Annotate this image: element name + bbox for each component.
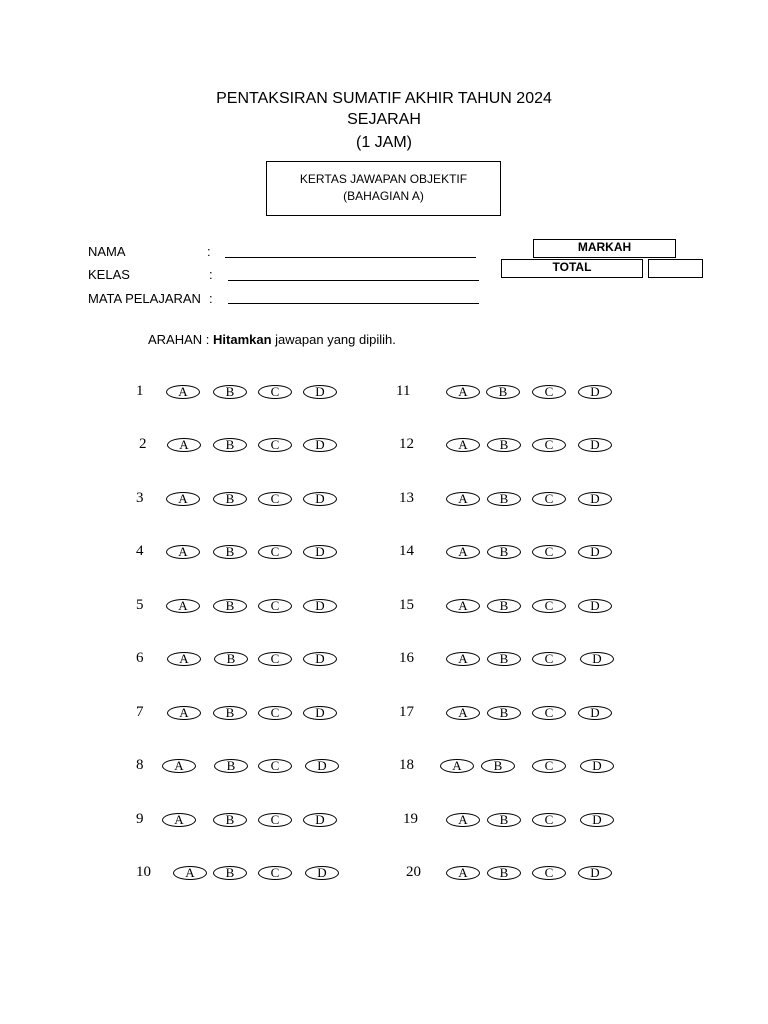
question-number-2: 2 — [139, 436, 147, 452]
q5-option-d[interactable]: D — [303, 599, 337, 613]
question-number-11: 11 — [396, 383, 411, 399]
q14-option-c[interactable]: C — [532, 545, 566, 559]
q2-option-d[interactable]: D — [303, 438, 337, 452]
q18-option-b[interactable]: B — [481, 759, 515, 773]
q3-option-d[interactable]: D — [303, 492, 337, 506]
instructions — [148, 332, 396, 347]
q8-option-c[interactable]: C — [258, 759, 292, 773]
q19-option-b[interactable]: B — [487, 813, 521, 827]
total-label: TOTAL — [501, 259, 643, 278]
question-number-7: 7 — [136, 704, 144, 720]
question-number-16: 16 — [399, 650, 414, 666]
q4-option-b[interactable]: B — [213, 545, 247, 559]
q19-option-a[interactable]: A — [446, 813, 480, 827]
q4-option-c[interactable]: C — [258, 545, 292, 559]
q20-option-d[interactable]: D — [578, 866, 612, 880]
q19-option-c[interactable]: C — [532, 813, 566, 827]
q3-option-a[interactable]: A — [166, 492, 200, 506]
q20-option-c[interactable]: C — [532, 866, 566, 880]
answer-sheet-box — [266, 161, 501, 216]
q12-option-d[interactable]: D — [578, 438, 612, 452]
q1-option-d[interactable]: D — [303, 385, 337, 399]
total-value-box[interactable] — [648, 259, 703, 278]
question-number-6: 6 — [136, 650, 144, 666]
instructions-bold: Hitamkan — [213, 332, 272, 347]
q6-option-b[interactable]: B — [214, 652, 248, 666]
q11-option-c[interactable]: C — [532, 385, 566, 399]
class-label: KELAS — [88, 267, 130, 282]
q9-option-b[interactable]: B — [213, 813, 247, 827]
q12-option-c[interactable]: C — [532, 438, 566, 452]
question-number-20: 20 — [406, 864, 421, 880]
q6-option-a[interactable]: A — [167, 652, 201, 666]
q5-option-a[interactable]: A — [166, 599, 200, 613]
q14-option-a[interactable]: A — [446, 545, 480, 559]
q12-option-b[interactable]: B — [487, 438, 521, 452]
q4-option-d[interactable]: D — [303, 545, 337, 559]
q20-option-b[interactable]: B — [487, 866, 521, 880]
q9-option-c[interactable]: C — [258, 813, 292, 827]
q18-option-d[interactable]: D — [580, 759, 614, 773]
q11-option-d[interactable]: D — [578, 385, 612, 399]
q8-option-d[interactable]: D — [305, 759, 339, 773]
question-number-18: 18 — [399, 757, 414, 773]
subject-label: MATA PELAJARAN — [88, 291, 201, 306]
q1-option-b[interactable]: B — [213, 385, 247, 399]
question-number-4: 4 — [136, 543, 144, 559]
question-number-14: 14 — [399, 543, 414, 559]
q17-option-c[interactable]: C — [532, 706, 566, 720]
q15-option-c[interactable]: C — [532, 599, 566, 613]
q1-option-a[interactable]: A — [166, 385, 200, 399]
q9-option-d[interactable]: D — [303, 813, 337, 827]
q7-option-c[interactable]: C — [258, 706, 292, 720]
question-number-12: 12 — [399, 436, 414, 452]
name-field[interactable] — [225, 257, 476, 258]
q3-option-b[interactable]: B — [213, 492, 247, 506]
subject-field[interactable] — [228, 303, 479, 304]
question-number-5: 5 — [136, 597, 144, 613]
subject-title: SEJARAH — [347, 111, 421, 128]
question-number-9: 9 — [136, 811, 144, 827]
q10-option-c[interactable]: C — [258, 866, 292, 880]
duration-title: (1 JAM) — [356, 134, 412, 151]
name-label: NAMA — [88, 244, 126, 259]
question-number-3: 3 — [136, 490, 144, 506]
q18-option-a[interactable]: A — [440, 759, 474, 773]
subject-colon: : — [209, 291, 213, 306]
q4-option-a[interactable]: A — [166, 545, 200, 559]
name-colon: : — [207, 244, 211, 259]
class-colon: : — [209, 267, 213, 282]
q10-option-a[interactable]: A — [173, 866, 207, 880]
instructions-rest: jawapan yang dipilih. — [271, 332, 396, 347]
q2-option-b[interactable]: B — [213, 438, 247, 452]
q1-option-c[interactable]: C — [258, 385, 292, 399]
question-number-17: 17 — [399, 704, 414, 720]
q13-option-b[interactable]: B — [487, 492, 521, 506]
q6-option-d[interactable]: D — [303, 652, 337, 666]
question-number-8: 8 — [136, 757, 144, 773]
q10-option-d[interactable]: D — [305, 866, 339, 880]
q11-option-a[interactable]: A — [446, 385, 480, 399]
q16-option-b[interactable]: B — [487, 652, 521, 666]
q9-option-a[interactable]: A — [162, 813, 196, 827]
q17-option-d[interactable]: D — [578, 706, 612, 720]
q11-option-b[interactable]: B — [486, 385, 520, 399]
q10-option-b[interactable]: B — [213, 866, 247, 880]
q20-option-a[interactable]: A — [446, 866, 480, 880]
q17-option-b[interactable]: B — [487, 706, 521, 720]
q19-option-d[interactable]: D — [580, 813, 614, 827]
q14-option-d[interactable]: D — [578, 545, 612, 559]
question-number-13: 13 — [399, 490, 414, 506]
q8-option-a[interactable]: A — [162, 759, 196, 773]
q12-option-a[interactable]: A — [446, 438, 480, 452]
q13-option-a[interactable]: A — [446, 492, 480, 506]
q6-option-c[interactable]: C — [258, 652, 292, 666]
q13-option-d[interactable]: D — [578, 492, 612, 506]
q2-option-c[interactable]: C — [258, 438, 292, 452]
q13-option-c[interactable]: C — [532, 492, 566, 506]
answer-sheet-title: KERTAS JAWAPAN OBJEKTIF — [299, 172, 468, 186]
q15-option-b[interactable]: B — [487, 599, 521, 613]
q15-option-a[interactable]: A — [446, 599, 480, 613]
q14-option-b[interactable]: B — [487, 545, 521, 559]
markah-label: MARKAH — [533, 239, 676, 258]
q2-option-a[interactable]: A — [167, 438, 201, 452]
q16-option-a[interactable]: A — [446, 652, 480, 666]
q8-option-b[interactable]: B — [214, 759, 248, 773]
q5-option-c[interactable]: C — [258, 599, 292, 613]
exam-title: PENTAKSIRAN SUMATIF AKHIR TAHUN 2024 — [216, 90, 552, 107]
q17-option-a[interactable]: A — [446, 706, 480, 720]
question-number-19: 19 — [403, 811, 418, 827]
q18-option-c[interactable]: C — [532, 759, 566, 773]
q7-option-b[interactable]: B — [213, 706, 247, 720]
question-number-15: 15 — [399, 597, 414, 613]
q7-option-d[interactable]: D — [303, 706, 337, 720]
q15-option-d[interactable]: D — [578, 599, 612, 613]
question-number-1: 1 — [136, 383, 144, 399]
instructions-prefix: ARAHAN : — [148, 332, 214, 347]
q7-option-a[interactable]: A — [167, 706, 201, 720]
q5-option-b[interactable]: B — [213, 599, 247, 613]
q16-option-d[interactable]: D — [580, 652, 614, 666]
question-number-10: 10 — [136, 864, 151, 880]
q3-option-c[interactable]: C — [258, 492, 292, 506]
class-field[interactable] — [228, 280, 479, 281]
q16-option-c[interactable]: C — [532, 652, 566, 666]
answer-sheet-section: (BAHAGIAN A) — [343, 189, 424, 203]
